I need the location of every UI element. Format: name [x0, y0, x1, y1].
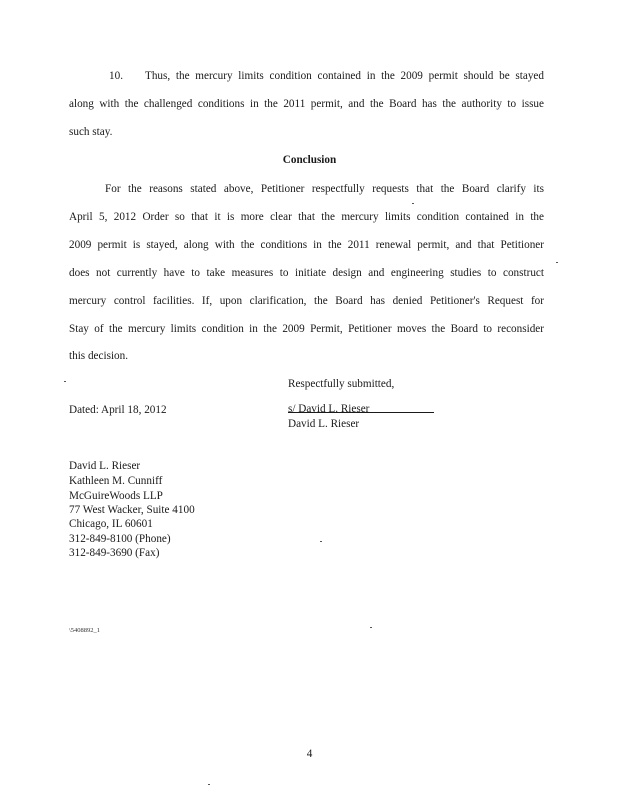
scan-speck — [412, 203, 414, 204]
document-id: \5408892_1 — [69, 627, 101, 634]
conclusion-line: this decision. — [69, 350, 129, 362]
scan-speck — [370, 627, 372, 628]
counsel-line: 312-849-3690 (Fax) — [69, 547, 160, 559]
scan-speck — [320, 541, 322, 542]
conclusion-line: Stay of the mercury limits condition in the 2009 Permit, Petitioner moves the Board to reconsider — [69, 323, 544, 335]
scan-speck — [208, 784, 210, 785]
conclusion-line: April 5, 2012 Order so that it is more clear that the mercury limits condition contained in the — [69, 211, 544, 223]
paragraph-10-line-2: along with the challenged conditions in the 2011 permit, and the Board has the authority to issue — [69, 98, 544, 110]
conclusion-line: does not currently have to take measures to initiate design and engineering studies to construct — [69, 267, 544, 279]
conclusion-line: mercury control facilities. If, upon clarification, the Board has denied Petitioner's Request for — [69, 295, 544, 307]
paragraph-10-line-3: such stay. — [69, 126, 113, 138]
scan-speck — [556, 262, 558, 263]
counsel-line: 312-849-8100 (Phone) — [69, 533, 171, 545]
counsel-line: Kathleen M. Cunniff — [69, 475, 163, 487]
electronic-signature: s/ David L. Rieser — [288, 403, 370, 415]
closing-text: Respectfully submitted, — [288, 378, 395, 390]
counsel-line: McGuireWoods LLP — [69, 490, 163, 502]
counsel-line: 77 West Wacker, Suite 4100 — [69, 504, 195, 516]
conclusion-line: 2009 permit is stayed, along with the conditions in the 2011 renewal permit, and that Petitioner — [69, 239, 544, 251]
signer-name: David L. Rieser — [288, 418, 360, 430]
signature-line — [288, 412, 434, 413]
dated-text: Dated: April 18, 2012 — [69, 404, 167, 416]
paragraph-10-line-1: Thus, the mercury limits condition contained in the 2009 permit should be stayed — [145, 70, 544, 82]
counsel-line: Chicago, IL 60601 — [69, 518, 153, 530]
conclusion-heading: Conclusion — [282, 154, 337, 166]
counsel-line: David L. Rieser — [69, 460, 141, 472]
conclusion-line: For the reasons stated above, Petitioner respectfully requests that the Board clarify its — [105, 183, 544, 195]
page-number: 4 — [306, 748, 313, 760]
paragraph-number: 10. — [109, 70, 123, 82]
scan-speck — [64, 381, 66, 382]
